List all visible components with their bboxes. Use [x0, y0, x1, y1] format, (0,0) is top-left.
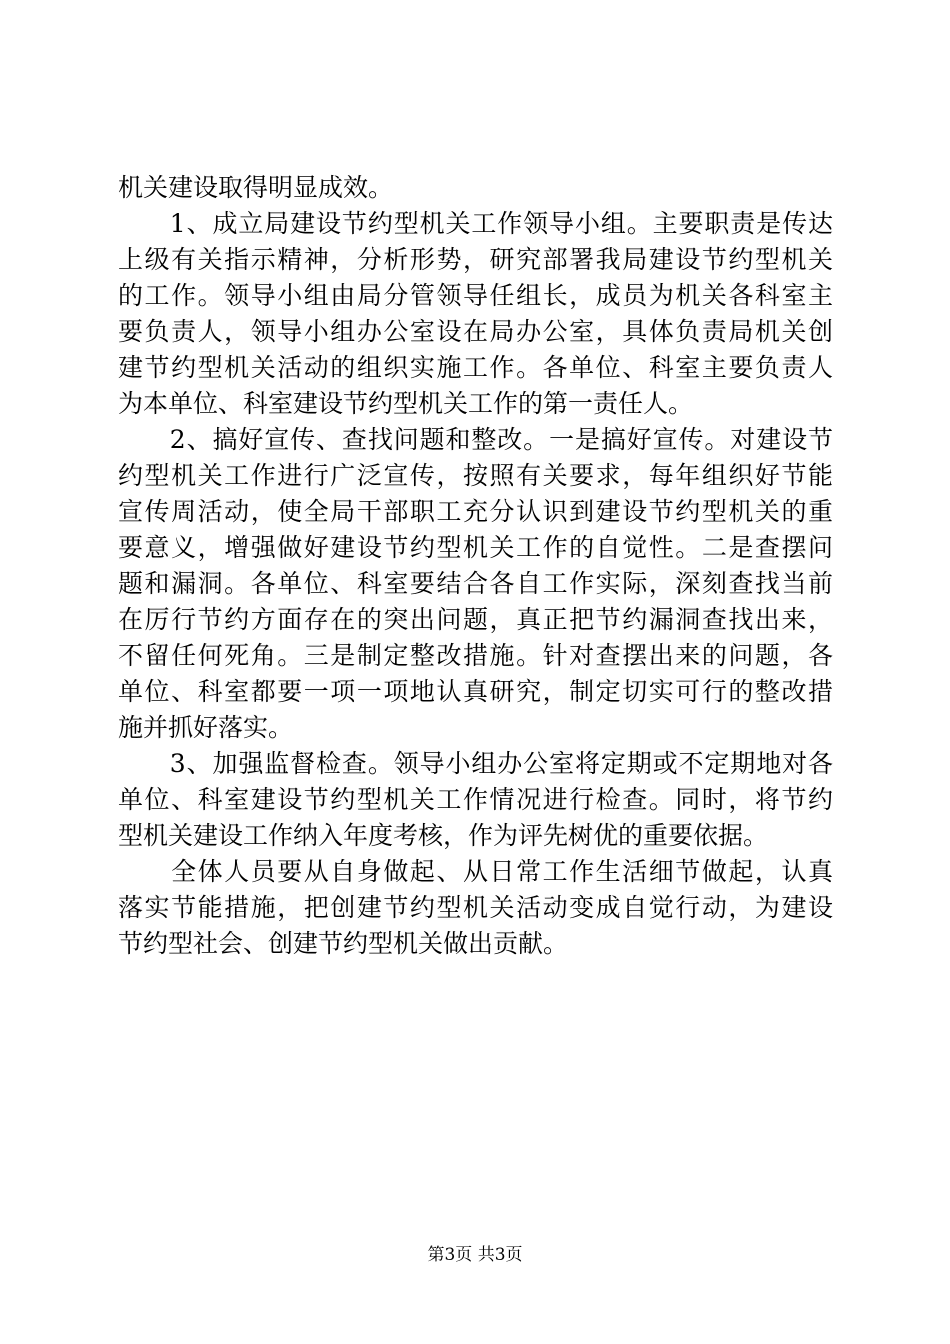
body-line: 为本单位、科室建设节约型机关工作的第一责任人。: [118, 389, 694, 418]
body-line: 施并抓好落实。: [118, 713, 294, 742]
body-line: 题和漏洞。各单位、科室要结合各自工作实际，深刻查找当前: [118, 569, 833, 598]
body-line: 约型机关工作进行广泛宣传，按照有关要求，每年组织好节能: [118, 461, 833, 490]
body-line: 建节约型机关活动的组织实施工作。各单位、科室主要负责人: [118, 353, 833, 382]
body-line: 落实节能措施，把创建节约型机关活动变成自觉行动，为建设: [118, 893, 833, 922]
body-line: 3、加强监督检查。领导小组办公室将定期或不定期地对各: [118, 749, 833, 778]
body-line: 在厉行节约方面存在的突出问题，真正把节约漏洞查找出来，: [118, 605, 833, 634]
body-line: 宣传周活动，使全局干部职工充分认识到建设节约型机关的重: [118, 497, 833, 526]
body-line: 1、成立局建设节约型机关工作领导小组。主要职责是传达: [118, 209, 833, 238]
body-line: 型机关建设工作纳入年度考核，作为评先树优的重要依据。: [118, 821, 769, 850]
body-line: 2、搞好宣传、查找问题和整改。一是搞好宣传。对建设节: [118, 425, 833, 454]
body-line: 不留任何死角。三是制定整改措施。针对查摆出来的问题，各: [118, 641, 833, 670]
body-line: 机关建设取得明显成效。: [118, 173, 394, 202]
page-number-footer: 第3页 共3页: [427, 1245, 523, 1265]
body-line: 全体人员要从自身做起、从日常工作生活细节做起，认真: [118, 857, 833, 886]
body-line: 单位、科室建设节约型机关工作情况进行检查。同时，将节约: [118, 785, 833, 814]
body-line: 要负责人，领导小组办公室设在局办公室，具体负责局机关创: [118, 317, 833, 346]
body-line: 上级有关指示精神，分析形势，研究部署我局建设节约型机关: [118, 245, 833, 274]
body-line: 的工作。领导小组由局分管领导任组长，成员为机关各科室主: [118, 281, 833, 310]
body-line: 要意义，增强做好建设节约型机关工作的自觉性。二是查摆问: [118, 533, 833, 562]
body-line: 单位、科室都要一项一项地认真研究，制定切实可行的整改措: [118, 677, 833, 706]
body-line: 节约型社会、创建节约型机关做出贡献。: [118, 929, 569, 958]
